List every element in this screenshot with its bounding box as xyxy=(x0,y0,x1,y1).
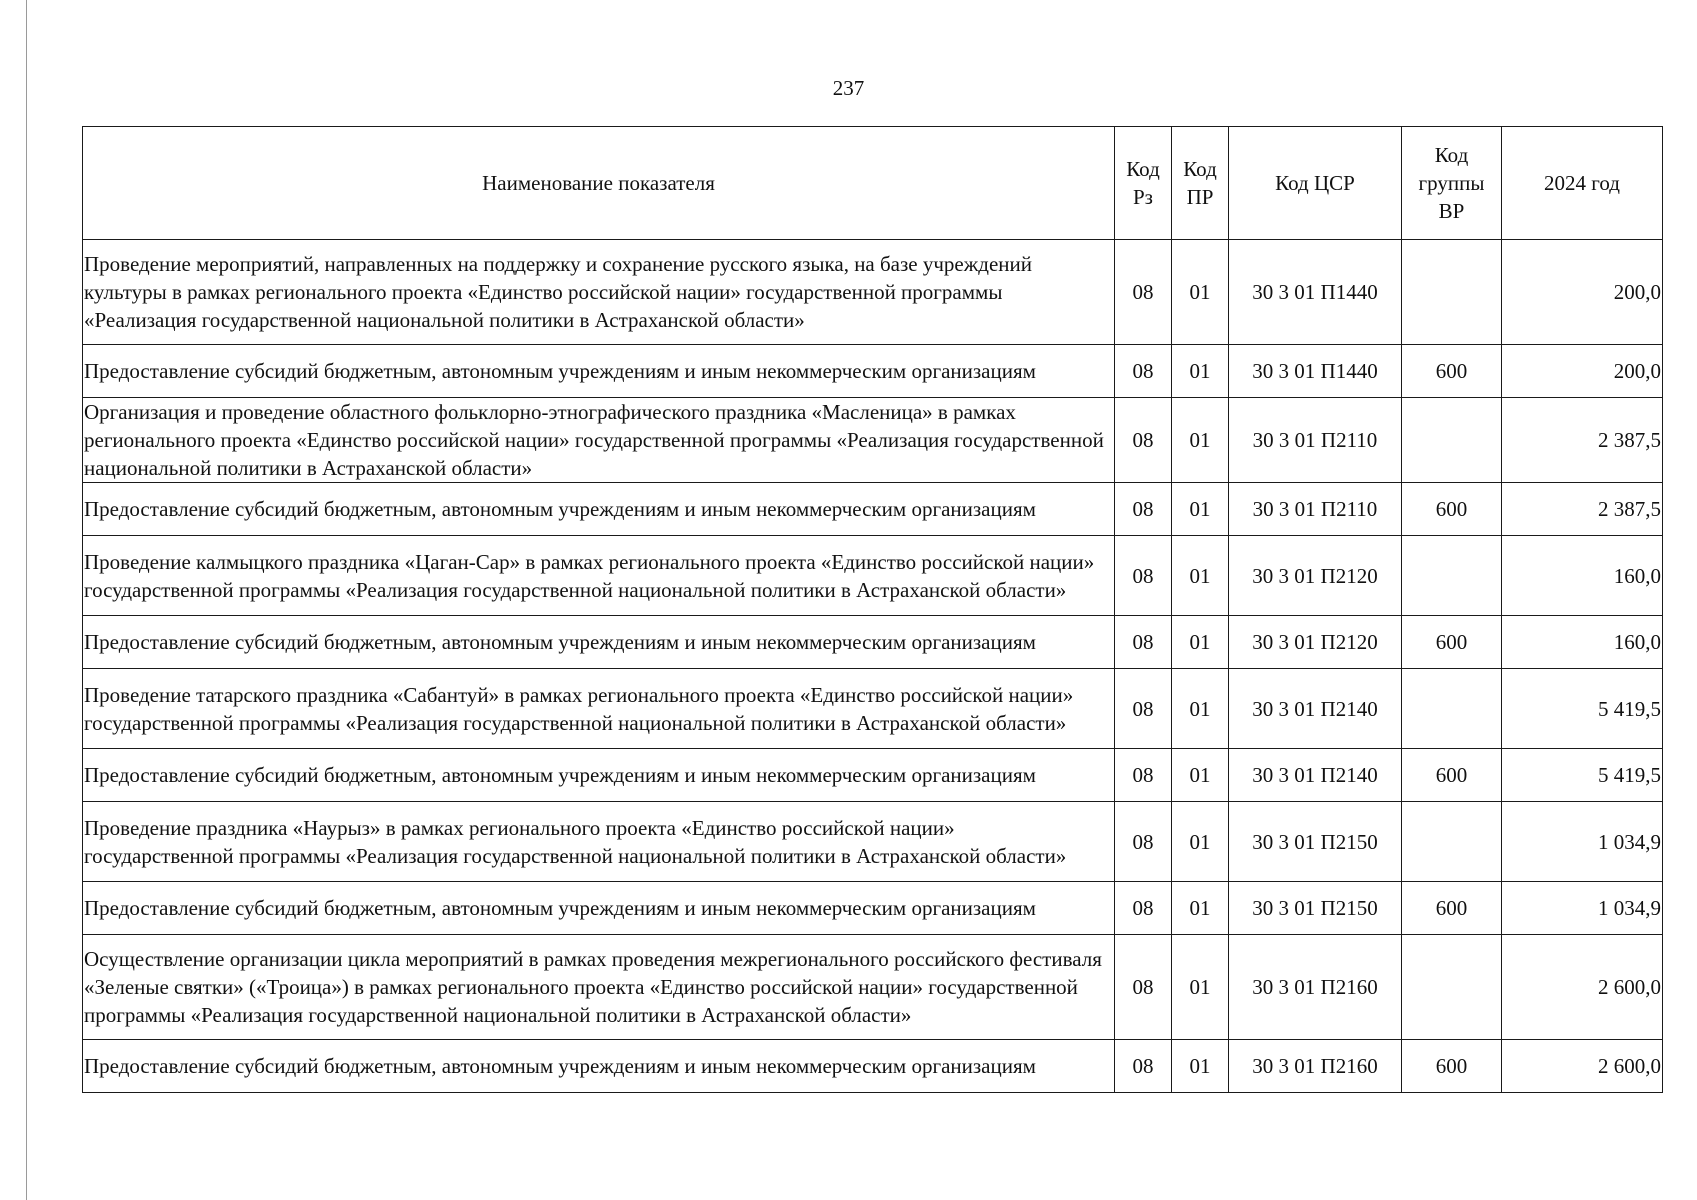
row-rz: 08 xyxy=(1115,536,1172,616)
row-vr: 600 xyxy=(1402,749,1502,802)
table-row xyxy=(83,882,1663,935)
row-name: Предоставление субсидий бюджетным, автономным учреждениям и иным некоммерческим организациям xyxy=(83,616,1115,669)
row-csr: 30 3 01 П2160 xyxy=(1229,935,1402,1040)
row-name: Предоставление субсидий бюджетным, автономным учреждениям и иным некоммерческим организациям xyxy=(83,1040,1115,1093)
row-amount: 200,0 xyxy=(1502,240,1663,345)
row-rz: 08 xyxy=(1115,669,1172,749)
header-pr: Код ПР xyxy=(1172,127,1229,240)
row-rz: 08 xyxy=(1115,882,1172,935)
row-rz: 08 xyxy=(1115,345,1172,398)
row-name: Проведение татарского праздника «Сабантуй» в рамках регионального проекта «Единство российской нации» государственной программы «Реализация государственной национальной политики в Астраханской области» xyxy=(83,669,1115,749)
table-row xyxy=(83,935,1663,1040)
row-rz: 08 xyxy=(1115,398,1172,483)
row-pr: 01 xyxy=(1172,749,1229,802)
row-csr: 30 3 01 П2140 xyxy=(1229,749,1402,802)
row-amount: 160,0 xyxy=(1502,536,1663,616)
table-row xyxy=(83,345,1663,398)
row-pr: 01 xyxy=(1172,802,1229,882)
row-vr: 600 xyxy=(1402,1040,1502,1093)
row-csr: 30 3 01 П2140 xyxy=(1229,669,1402,749)
row-amount: 2 600,0 xyxy=(1502,1040,1663,1093)
row-vr xyxy=(1402,669,1502,749)
row-rz: 08 xyxy=(1115,802,1172,882)
row-pr: 01 xyxy=(1172,483,1229,536)
row-vr: 600 xyxy=(1402,345,1502,398)
table-row xyxy=(83,483,1663,536)
page-number: 237 xyxy=(832,76,865,100)
table-row xyxy=(83,536,1663,616)
row-name: Проведение калмыцкого праздника «Цаган-Сар» в рамках регионального проекта «Единство российской нации» государственной программы «Реализация государственной национальной политики в Астраханской области» xyxy=(83,536,1115,616)
row-rz: 08 xyxy=(1115,749,1172,802)
row-csr: 30 3 01 П2150 xyxy=(1229,882,1402,935)
header-vr: Код группы ВР xyxy=(1402,127,1502,240)
row-amount: 2 600,0 xyxy=(1502,935,1663,1040)
table-header-row xyxy=(83,127,1663,240)
row-pr: 01 xyxy=(1172,616,1229,669)
row-amount: 2 387,5 xyxy=(1502,483,1663,536)
row-name: Осуществление организации цикла мероприятий в рамках проведения межрегионального российского фестиваля «Зеленые святки» («Троица») в рамках регионального проекта «Единство российской нации» государственной программы «Реализация государственной национальной политики в Астраханской области» xyxy=(83,935,1115,1040)
row-pr: 01 xyxy=(1172,1040,1229,1093)
row-amount: 5 419,5 xyxy=(1502,669,1663,749)
row-rz: 08 xyxy=(1115,1040,1172,1093)
row-csr: 30 3 01 П2120 xyxy=(1229,616,1402,669)
row-rz: 08 xyxy=(1115,483,1172,536)
row-amount: 5 419,5 xyxy=(1502,749,1663,802)
row-pr: 01 xyxy=(1172,935,1229,1040)
table-row xyxy=(83,616,1663,669)
row-csr: 30 3 01 П1440 xyxy=(1229,345,1402,398)
row-name: Предоставление субсидий бюджетным, автономным учреждениям и иным некоммерческим организациям xyxy=(83,882,1115,935)
row-pr: 01 xyxy=(1172,398,1229,483)
row-vr xyxy=(1402,240,1502,345)
header-csr: Код ЦСР xyxy=(1229,127,1402,240)
row-vr: 600 xyxy=(1402,616,1502,669)
row-name: Проведение праздника «Наурыз» в рамках регионального проекта «Единство российской нации» государственной программы «Реализация государственной национальной политики в Астраханской области» xyxy=(83,802,1115,882)
row-amount: 2 387,5 xyxy=(1502,398,1663,483)
table-row xyxy=(83,398,1663,483)
row-pr: 01 xyxy=(1172,536,1229,616)
row-rz: 08 xyxy=(1115,935,1172,1040)
row-amount: 1 034,9 xyxy=(1502,882,1663,935)
row-csr: 30 3 01 П2110 xyxy=(1229,483,1402,536)
row-amount: 200,0 xyxy=(1502,345,1663,398)
row-rz: 08 xyxy=(1115,616,1172,669)
row-amount: 160,0 xyxy=(1502,616,1663,669)
header-year: 2024 год xyxy=(1502,127,1663,240)
row-vr xyxy=(1402,398,1502,483)
row-csr: 30 3 01 П1440 xyxy=(1229,240,1402,345)
scan-edge-line xyxy=(26,0,27,1200)
row-pr: 01 xyxy=(1172,240,1229,345)
row-vr xyxy=(1402,935,1502,1040)
table-row xyxy=(83,1040,1663,1093)
header-name: Наименование показателя xyxy=(83,127,1115,240)
row-vr: 600 xyxy=(1402,882,1502,935)
row-pr: 01 xyxy=(1172,669,1229,749)
row-name: Предоставление субсидий бюджетным, автономным учреждениям и иным некоммерческим организациям xyxy=(83,749,1115,802)
row-pr: 01 xyxy=(1172,345,1229,398)
row-name: Предоставление субсидий бюджетным, автономным учреждениям и иным некоммерческим организациям xyxy=(83,345,1115,398)
row-csr: 30 3 01 П2150 xyxy=(1229,802,1402,882)
row-pr: 01 xyxy=(1172,882,1229,935)
table-row xyxy=(83,669,1663,749)
row-csr: 30 3 01 П2160 xyxy=(1229,1040,1402,1093)
row-amount: 1 034,9 xyxy=(1502,802,1663,882)
row-vr: 600 xyxy=(1402,483,1502,536)
row-name: Предоставление субсидий бюджетным, автономным учреждениям и иным некоммерческим организациям xyxy=(83,483,1115,536)
table-row xyxy=(83,802,1663,882)
row-name: Проведение мероприятий, направленных на поддержку и сохранение русского языка, на базе учреждений культуры в рамках регионального проекта «Единство российской нации» государственной программы «Реализация государственной национальной политики в Астраханской области» xyxy=(83,240,1115,345)
row-csr: 30 3 01 П2120 xyxy=(1229,536,1402,616)
row-rz: 08 xyxy=(1115,240,1172,345)
row-csr: 30 3 01 П2110 xyxy=(1229,398,1402,483)
row-name: Организация и проведение областного фольклорно-этнографического праздника «Масленица» в рамках регионального проекта «Единство российской нации» государственной программы «Реализация государственной национальной политики в Астраханской области» xyxy=(83,398,1115,483)
table-row xyxy=(83,749,1663,802)
budget-table xyxy=(82,126,1663,1093)
row-vr xyxy=(1402,536,1502,616)
header-rz: Код Рз xyxy=(1115,127,1172,240)
row-vr xyxy=(1402,802,1502,882)
table-row xyxy=(83,240,1663,345)
